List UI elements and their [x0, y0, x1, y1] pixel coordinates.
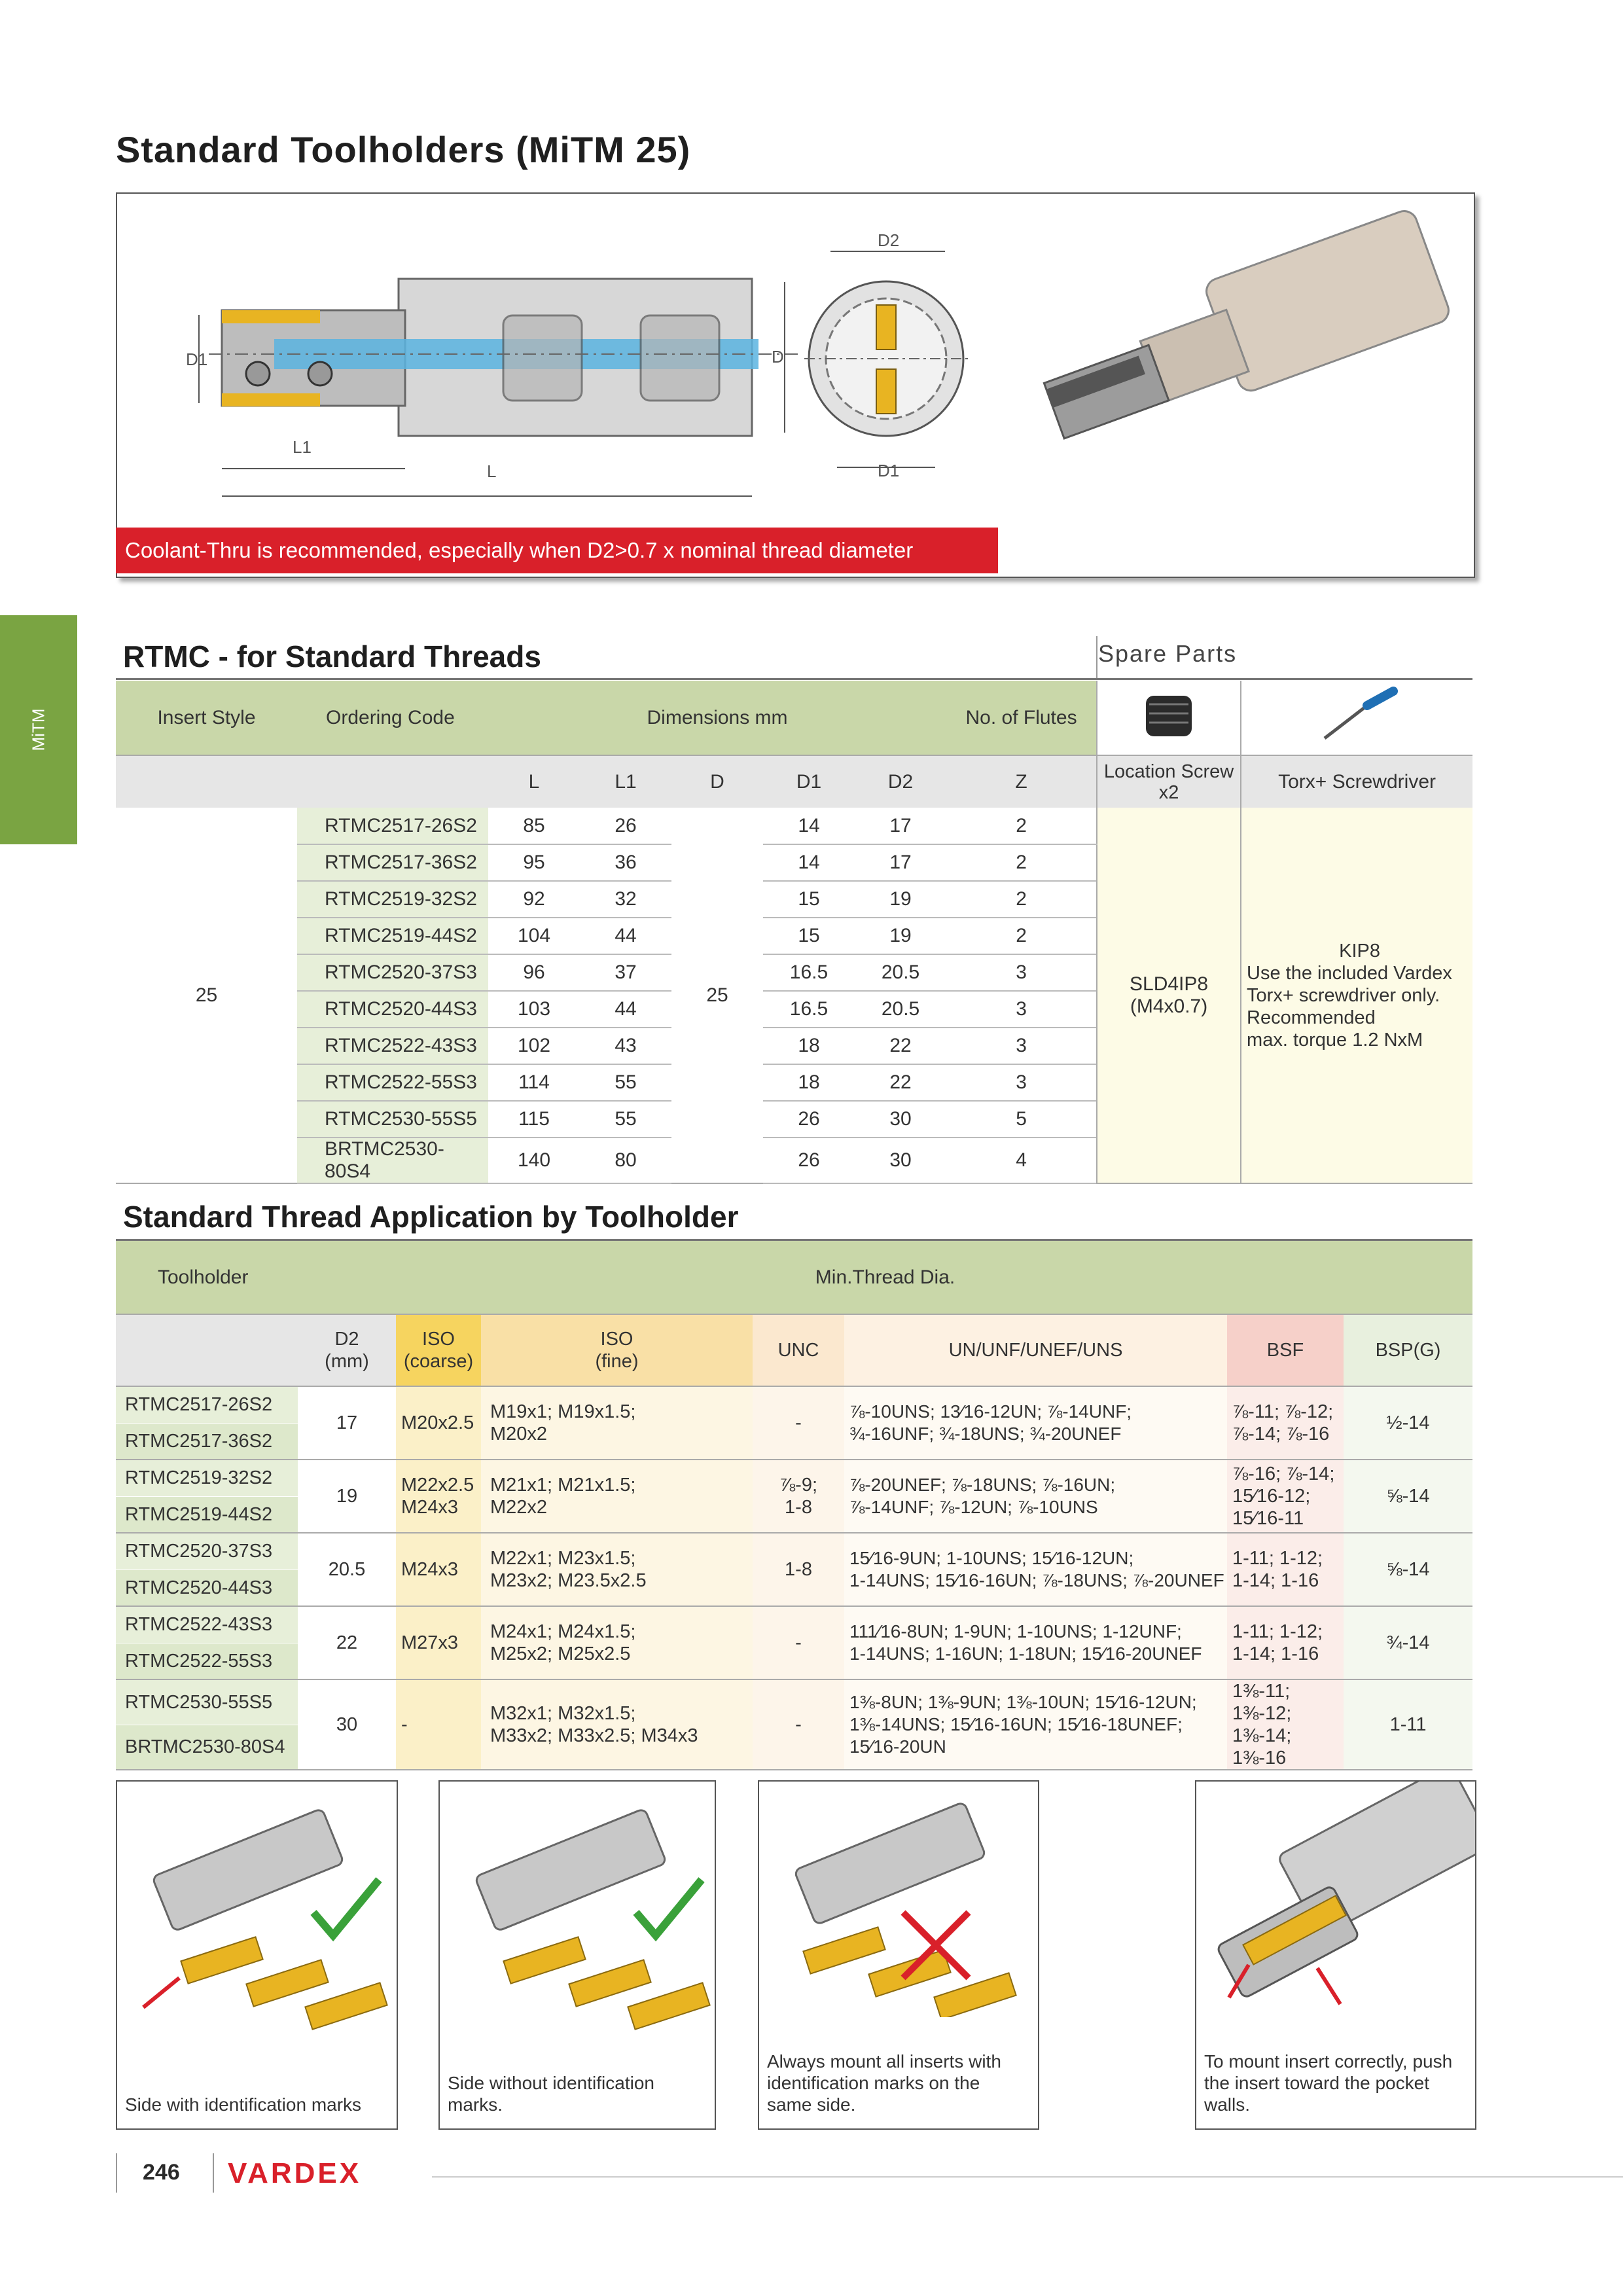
- subhdr-d: D: [710, 770, 724, 793]
- iso-coarse: M22x2.5 M24x3: [396, 1460, 481, 1533]
- iso-fine-line-1: M24x1; M24x1.5;: [490, 1621, 636, 1642]
- col-min-dia: Min.Thread Dia.: [815, 1266, 955, 1288]
- mount-panel-1: [116, 1780, 398, 2130]
- toolholder-code: BRTMC2530-80S4: [116, 1725, 298, 1770]
- bspg: ⅝-14: [1344, 1460, 1472, 1533]
- dim-d2: 19: [855, 881, 946, 918]
- un-unf: [844, 1533, 1227, 1606]
- ordering-code: RTMC2517-36S2: [297, 844, 488, 881]
- mount-caption-3: Always mount all inserts with identification marks on the same side.: [767, 2051, 1001, 2115]
- iso-fine: [481, 1679, 753, 1770]
- driver-note-3: Recommended: [1247, 1007, 1376, 1028]
- iso-fine-line-2: M25x2; M25x2.5: [490, 1643, 631, 1664]
- app-d2: 17: [298, 1386, 396, 1460]
- subhdr-iso-coarse: ISO: [422, 1329, 455, 1350]
- unc-line-1: -: [795, 1632, 802, 1653]
- dim-d1: 26: [763, 1101, 855, 1138]
- dim-d2: 20.5: [855, 991, 946, 1028]
- app-title: Standard Thread Application by Toolholder: [123, 1200, 739, 1234]
- mount-caption-2: Side without identification marks.: [448, 2073, 654, 2115]
- spare-parts-title: Spare Parts: [1098, 640, 1238, 667]
- arrow-icon: [1317, 1968, 1340, 2004]
- bsf-line-1: 1-11; 1-12;: [1232, 1621, 1323, 1642]
- toolholder-drawing: [117, 194, 1474, 577]
- dim-d2: 22: [855, 1028, 946, 1064]
- driver-note-1: Use the included Vardex: [1247, 962, 1452, 984]
- bsf-line-1: 1⅜-11; 1⅜-12;: [1232, 1681, 1292, 1724]
- toolholder-code: RTMC2519-44S2: [116, 1496, 298, 1533]
- iso-fine-line-2: M22x2: [490, 1497, 548, 1518]
- dim-label-l1: L1: [293, 437, 312, 457]
- dim-l: 114: [488, 1064, 580, 1101]
- un-line-1: 15⁄16-9UN; 1-10UNS; 15⁄16-12UN;: [849, 1548, 1134, 1568]
- mount-illustration-3: [759, 1782, 1038, 2017]
- iso-fine-line-1: M21x1; M21x1.5;: [490, 1475, 636, 1496]
- col-insert-style: Insert Style: [157, 706, 256, 728]
- iso-coarse: M27x3: [396, 1606, 481, 1679]
- app-d2: 19: [298, 1460, 396, 1533]
- un-unf: [844, 1386, 1227, 1460]
- dim-l: 103: [488, 991, 580, 1028]
- ordering-code: RTMC2519-44S2: [297, 918, 488, 954]
- dim-d1: 18: [763, 1064, 855, 1101]
- bsf-line-1: ⅞-11; ⅞-12;: [1232, 1401, 1334, 1422]
- dim-d2: 22: [855, 1064, 946, 1101]
- screwdriver-image: [1241, 681, 1472, 755]
- insert-style-value: 25: [116, 808, 297, 1183]
- dim-d2: 20.5: [855, 954, 946, 991]
- dim-l1: 44: [580, 918, 671, 954]
- dim-l1: 55: [580, 1101, 671, 1138]
- mount-panel-2: [438, 1780, 716, 2130]
- dim-d1: 14: [763, 808, 855, 844]
- subhdr-l1: L1: [615, 770, 637, 793]
- un-line-2: 1-14UNS; 15⁄16-16UN; ⅞-18UNS; ⅞-20UNEF: [849, 1570, 1224, 1590]
- un-unf: [844, 1460, 1227, 1533]
- subhdr-bsf: BSF: [1227, 1314, 1344, 1386]
- ordering-code: RTMC2520-37S3: [297, 954, 488, 991]
- bspg: ½-14: [1344, 1386, 1472, 1460]
- flutes-z: 3: [946, 991, 1097, 1028]
- section-tab-label: MiTM: [28, 708, 48, 751]
- dim-d1: 15: [763, 881, 855, 918]
- iso-fine: [481, 1460, 753, 1533]
- dim-label-d1-end: D1: [878, 461, 900, 480]
- bsf-line-1: 1-11; 1-12;: [1232, 1548, 1323, 1569]
- col-dimensions: Dimensions mm: [647, 706, 788, 728]
- dim-l1: 26: [580, 808, 671, 844]
- flutes-z: 2: [946, 808, 1097, 844]
- driver-code: KIP8: [1339, 940, 1380, 961]
- flutes-z: 2: [946, 844, 1097, 881]
- unc: [753, 1460, 844, 1533]
- ordering-code: RTMC2530-55S5: [297, 1101, 488, 1138]
- un-line-1: 1⅜-8UN; 1⅜-9UN; 1⅜-10UN; 15⁄16-12UN;: [849, 1692, 1197, 1712]
- dim-l: 95: [488, 844, 580, 881]
- dim-d2: 30: [855, 1138, 946, 1183]
- dim-d1: 16.5: [763, 991, 855, 1028]
- app-row: [116, 1533, 1472, 1570]
- col-flutes: No. of Flutes: [965, 706, 1077, 728]
- dim-d2: 17: [855, 808, 946, 844]
- side-view-drawing: [199, 279, 798, 496]
- toolholder-figure: [116, 192, 1475, 578]
- brand-logo: VARDEX: [228, 2157, 362, 2189]
- bsf: [1227, 1460, 1344, 1533]
- un-line-2: ¾-16UNF; ¾-18UNS; ¾-20UNEF: [849, 1424, 1122, 1444]
- iso-fine: [481, 1386, 753, 1460]
- iso-fine-line-1: M19x1; M19x1.5;: [490, 1401, 636, 1422]
- col-toolholder: Toolholder: [158, 1266, 249, 1288]
- dim-l: 92: [488, 881, 580, 918]
- bspg: 1-11: [1344, 1679, 1472, 1770]
- iso-fine-line-1: M32x1; M32x1.5;: [490, 1703, 636, 1724]
- un-line-2: 1-14UNS; 1-16UN; 1-18UN; 15⁄16-20UNEF: [849, 1643, 1202, 1664]
- bsf-line-2: 1-14; 1-16: [1232, 1570, 1319, 1591]
- bsf: [1227, 1533, 1344, 1606]
- subhdr-l: L: [528, 770, 540, 793]
- rtmc-table: [116, 681, 1472, 1184]
- flutes-z: 5: [946, 1101, 1097, 1138]
- toolholder-code: RTMC2522-43S3: [116, 1606, 298, 1643]
- app-row: [116, 1606, 1472, 1643]
- dim-d1: 26: [763, 1138, 855, 1183]
- subhdr-iso-fine-qual: (fine): [595, 1351, 639, 1372]
- ordering-code: RTMC2519-32S2: [297, 881, 488, 918]
- ordering-code: BRTMC2530-80S4: [297, 1138, 488, 1183]
- flutes-z: 2: [946, 918, 1097, 954]
- dim-label-l: L: [487, 461, 497, 481]
- un-unf: [844, 1606, 1227, 1679]
- dim-label-d2: D2: [878, 230, 900, 250]
- un-line-1: 111⁄16-8UN; 1-9UN; 1-10UNS; 1-12UNF;: [849, 1621, 1182, 1641]
- dim-d: 25: [671, 808, 763, 1183]
- coolant-note: Coolant-Thru is recommended, especially when D2>0.7 x nominal thread diameter: [116, 528, 998, 573]
- iso-fine-line-2: M23x2; M23.5x2.5: [490, 1570, 647, 1591]
- dim-l: 96: [488, 954, 580, 991]
- bsf-line-2: 1-14; 1-16: [1232, 1643, 1319, 1664]
- location-screw-cell: [1097, 808, 1241, 1183]
- unc-line-1: ⅞-9;: [779, 1475, 818, 1496]
- toolholder-code: RTMC2517-26S2: [116, 1386, 298, 1423]
- check-icon: [636, 1880, 702, 1935]
- dim-l1: 36: [580, 844, 671, 881]
- page-title: Standard Toolholders (MiTM 25): [116, 129, 691, 170]
- iso-coarse: -: [396, 1679, 481, 1770]
- ordering-code: RTMC2522-43S3: [297, 1028, 488, 1064]
- dim-l1: 37: [580, 954, 671, 991]
- toolholder-code: RTMC2519-32S2: [116, 1460, 298, 1496]
- dim-label-d: D: [772, 347, 784, 367]
- app-d2: 22: [298, 1606, 396, 1679]
- bsf-line-2: 15⁄16-12; 15⁄16-11: [1232, 1486, 1311, 1529]
- ordering-code: RTMC2517-26S2: [297, 808, 488, 844]
- toolholder-code: RTMC2522-55S3: [116, 1643, 298, 1679]
- unc-line-2: 1-8: [785, 1497, 812, 1518]
- dim-l1: 32: [580, 881, 671, 918]
- bsf-line-2: ⅞-14; ⅞-16: [1232, 1424, 1330, 1444]
- iso-fine-line-2: M33x2; M33x2.5; M34x3: [490, 1725, 698, 1746]
- screwdriver-icon: [1325, 691, 1393, 738]
- iso-fine: [481, 1606, 753, 1679]
- dim-label-d1: D1: [186, 350, 208, 369]
- unc-line-1: -: [795, 1412, 802, 1433]
- unc-line-1: -: [795, 1714, 802, 1735]
- subhdr-d2-unit: (mm): [325, 1351, 369, 1372]
- dim-l1: 80: [580, 1138, 671, 1183]
- dim-d1: 14: [763, 844, 855, 881]
- subhdr-d2: D2: [887, 770, 914, 793]
- end-view-drawing: [804, 251, 968, 467]
- bsf-line-2: 1⅜-14; 1⅜-16: [1232, 1725, 1292, 1768]
- section-tab: [0, 615, 77, 844]
- rtmc-title: RTMC - for Standard Threads: [123, 639, 541, 673]
- un-line-1: ⅞-20UNEF; ⅞-18UNS; ⅞-16UN;: [849, 1475, 1116, 1495]
- iso-fine: [481, 1533, 753, 1606]
- dim-l: 102: [488, 1028, 580, 1064]
- flutes-z: 3: [946, 1064, 1097, 1101]
- bspg: ⅝-14: [1344, 1533, 1472, 1606]
- mount-panel-3: [758, 1780, 1039, 2130]
- iso-fine-line-1: M22x1; M23x1.5;: [490, 1548, 636, 1569]
- dim-d2: 30: [855, 1101, 946, 1138]
- app-row: [116, 1679, 1472, 1725]
- screw-code: SLD4IP8: [1130, 973, 1209, 995]
- subhdr-screwdriver: Torx+ Screwdriver: [1241, 755, 1472, 808]
- screwdriver-cell: [1241, 808, 1472, 1183]
- bsf: [1227, 1606, 1344, 1679]
- subhdr-d1: D1: [796, 770, 822, 793]
- mount-caption-1: Side with identification marks: [125, 2094, 362, 2115]
- dim-d1: 18: [763, 1028, 855, 1064]
- ordering-code: RTMC2520-44S3: [297, 991, 488, 1028]
- flutes-z: 3: [946, 954, 1097, 991]
- flutes-z: 4: [946, 1138, 1097, 1183]
- dim-l: 140: [488, 1138, 580, 1183]
- arrow-icon: [143, 1978, 179, 2007]
- app-row: [116, 1386, 1472, 1423]
- unc-line-1: 1-8: [785, 1559, 812, 1580]
- subhdr-unc: UNC: [753, 1314, 844, 1386]
- unc: [753, 1679, 844, 1770]
- un-line-2: 1⅜-14UNS; 15⁄16-16UN; 15⁄16-18UNEF; 15⁄16-20UN: [849, 1714, 1183, 1757]
- screw-size: (M4x0.7): [1130, 995, 1208, 1017]
- bsf: [1227, 1386, 1344, 1460]
- mount-illustration-1: [117, 1782, 397, 2030]
- bspg: ¾-14: [1344, 1606, 1472, 1679]
- un-unf: [844, 1679, 1227, 1770]
- dim-d1: 16.5: [763, 954, 855, 991]
- subhdr-un: UN/UNF/UNEF/UNS: [844, 1314, 1227, 1386]
- un-line-1: ⅞-10UNS; 13⁄16-12UN; ⅞-14UNF;: [849, 1401, 1132, 1422]
- dim-d2: 17: [855, 844, 946, 881]
- dim-l: 115: [488, 1101, 580, 1138]
- check-icon: [313, 1880, 379, 1935]
- app-d2: 30: [298, 1679, 396, 1770]
- location-screw-icon: [1146, 696, 1192, 736]
- iso-coarse: M24x3: [396, 1533, 481, 1606]
- unc: [753, 1386, 844, 1460]
- subhdr-bspg: BSP(G): [1344, 1314, 1472, 1386]
- dim-l1: 43: [580, 1028, 671, 1064]
- bsf-line-1: ⅞-16; ⅞-14;: [1232, 1463, 1335, 1484]
- subhdr-d2: D2: [334, 1329, 359, 1350]
- dim-l1: 44: [580, 991, 671, 1028]
- mount-panel-4: [1195, 1780, 1476, 2130]
- screw-image: [1097, 681, 1241, 755]
- subhdr-z: Z: [1015, 770, 1027, 793]
- bsf: [1227, 1679, 1344, 1770]
- flutes-z: 3: [946, 1028, 1097, 1064]
- flutes-z: 2: [946, 881, 1097, 918]
- app-d2: 20.5: [298, 1533, 396, 1606]
- unc: [753, 1533, 844, 1606]
- iso-coarse: M20x2.5: [396, 1386, 481, 1460]
- toolholder-code: RTMC2530-55S5: [116, 1679, 298, 1725]
- un-line-2: ⅞-14UNF; ⅞-12UN; ⅞-10UNS: [849, 1497, 1098, 1517]
- app-row: [116, 1460, 1472, 1496]
- dim-d1: 15: [763, 918, 855, 954]
- subhdr-iso-fine: ISO: [600, 1329, 633, 1350]
- unc: [753, 1606, 844, 1679]
- mount-illustration-4: [1196, 1782, 1475, 2030]
- mount-caption-4: To mount insert correctly, push the insert toward the pocket walls.: [1204, 2051, 1453, 2115]
- dim-l1: 55: [580, 1064, 671, 1101]
- rtmc-row: [116, 808, 1472, 844]
- ordering-code: RTMC2522-55S3: [297, 1064, 488, 1101]
- subhdr-iso-coarse-qual: (coarse): [403, 1351, 474, 1372]
- toolholder-code: RTMC2517-36S2: [116, 1423, 298, 1460]
- iso-fine-line-2: M20x2: [490, 1424, 548, 1444]
- driver-note-4: max. torque 1.2 NxM: [1247, 1029, 1423, 1050]
- toolholder-code: RTMC2520-44S3: [116, 1570, 298, 1606]
- mount-illustration-2: [440, 1782, 715, 2030]
- page-number: 246: [143, 2160, 180, 2185]
- application-table: [116, 1241, 1472, 1770]
- dim-l: 104: [488, 918, 580, 954]
- toolholder-code: RTMC2520-37S3: [116, 1533, 298, 1570]
- col-ordering-code: Ordering Code: [326, 706, 455, 728]
- toolholder-3d-image: [1031, 207, 1452, 457]
- driver-note-2: Torx+ screwdriver only.: [1247, 984, 1440, 1006]
- dim-l: 85: [488, 808, 580, 844]
- subhdr-location-screw: Location Screw x2: [1097, 755, 1241, 808]
- dim-d2: 19: [855, 918, 946, 954]
